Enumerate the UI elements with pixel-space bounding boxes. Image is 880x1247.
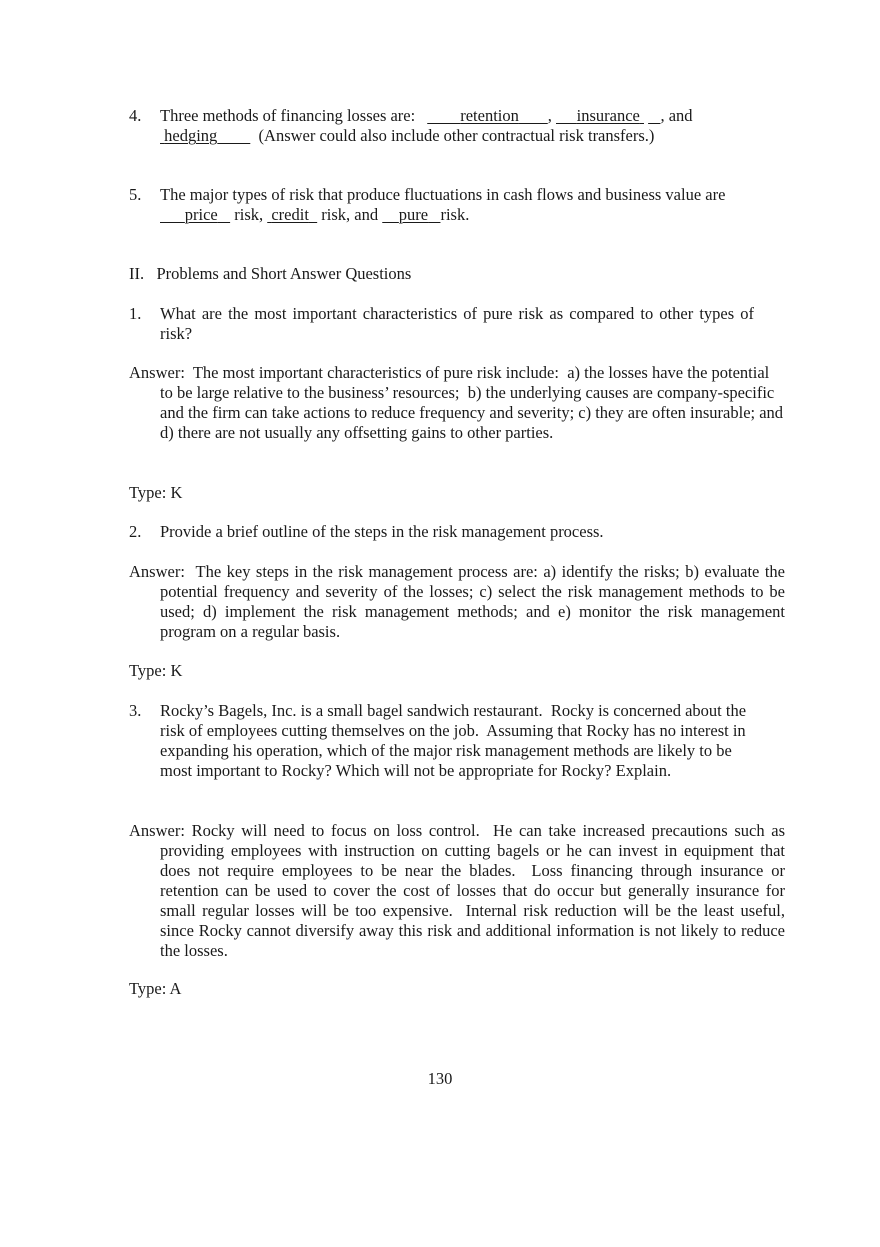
- blank-answer: credit: [271, 205, 309, 224]
- question-stem-cont: are: [705, 185, 726, 204]
- question-number: 2.: [129, 522, 142, 541]
- question-text: What are the most important characteristics of pure risk as compared to other types of risk?: [160, 304, 754, 343]
- page-number: 130: [427, 1069, 453, 1088]
- fill-in-question-5: [129, 185, 754, 225]
- risk-word: risk,: [234, 205, 264, 224]
- question-1: [129, 304, 754, 344]
- answer-2: Answer: The key steps in the risk management process are: a) identify the risks; b) evaluate the potential frequency and severity of the losses; c) select the risk management methods to be used; d) implement the risk management methods; and e) monitor the risk management program on a regular basis.: [129, 562, 785, 641]
- blank-answer: price: [184, 205, 218, 224]
- question-stem: Three methods of financing losses are:: [160, 106, 416, 125]
- risk-word: risk.: [440, 205, 470, 224]
- type-2: Type: K: [129, 661, 183, 680]
- question-stem: The major types of risk that produce fluctuations in cash flows and business value: [160, 185, 702, 204]
- question-2: [129, 522, 754, 542]
- answer-3: Answer: Rocky will need to focus on loss control. He can take increased precautions such as providing employees with instruction on cutting bagels or he can invest in equipment that does not require employees to be near the blades. Loss financing through insurance or retention can be used to cover the cost of losses that do occur but generally insurance for small regular losses will be too expensive. Internal risk reduction will be the least useful, since Rocky cannot diversify away this risk and additional information is not likely to reduce the losses.: [129, 821, 785, 960]
- question-number: 4.: [129, 106, 142, 125]
- answer-note: (Answer could also include other contractual risk transfers.): [258, 126, 655, 145]
- question-number: 1.: [129, 304, 142, 323]
- type-1: Type: K: [129, 483, 183, 502]
- risk-word: risk, and: [321, 205, 379, 224]
- answer-1: Answer: The most important characteristics of pure risk include: a) the losses have the potential to be large relative to the business’ resources; b) the underlying causes are company-specific and the firm can take actions to reduce frequency and severity; c) they are often insurable; and d) there are not usually any offsetting gains to other parties.: [129, 363, 784, 442]
- blank-answer: pure: [398, 205, 429, 224]
- question-text: Rocky’s Bagels, Inc. is a small bagel sandwich restaurant. Rocky is concerned about the risk of employees cutting themselves on the job. Assuming that Rocky has no interest in expanding his operation, which of the major risk management methods are likely to be most important to Rocky? Which will not be appropriate for Rocky? Explain.: [160, 701, 747, 780]
- question-number: 5.: [129, 185, 142, 204]
- section-heading: II. Problems and Short Answer Questions: [129, 264, 412, 283]
- question-3: [129, 701, 754, 781]
- and-word: and: [668, 106, 693, 125]
- blank-answer: hedging: [164, 126, 218, 145]
- question-number: 3.: [129, 701, 142, 720]
- question-text: Provide a brief outline of the steps in the risk management process.: [160, 522, 604, 541]
- fill-in-question-4: 4. Three methods of financing losses are: retention , insurance , and hedging (Answer could also include other contractual risk transfers.): [129, 106, 693, 145]
- blank-answer: insurance: [576, 106, 640, 125]
- type-3: Type: A: [129, 979, 182, 998]
- blank-answer: retention: [460, 106, 519, 125]
